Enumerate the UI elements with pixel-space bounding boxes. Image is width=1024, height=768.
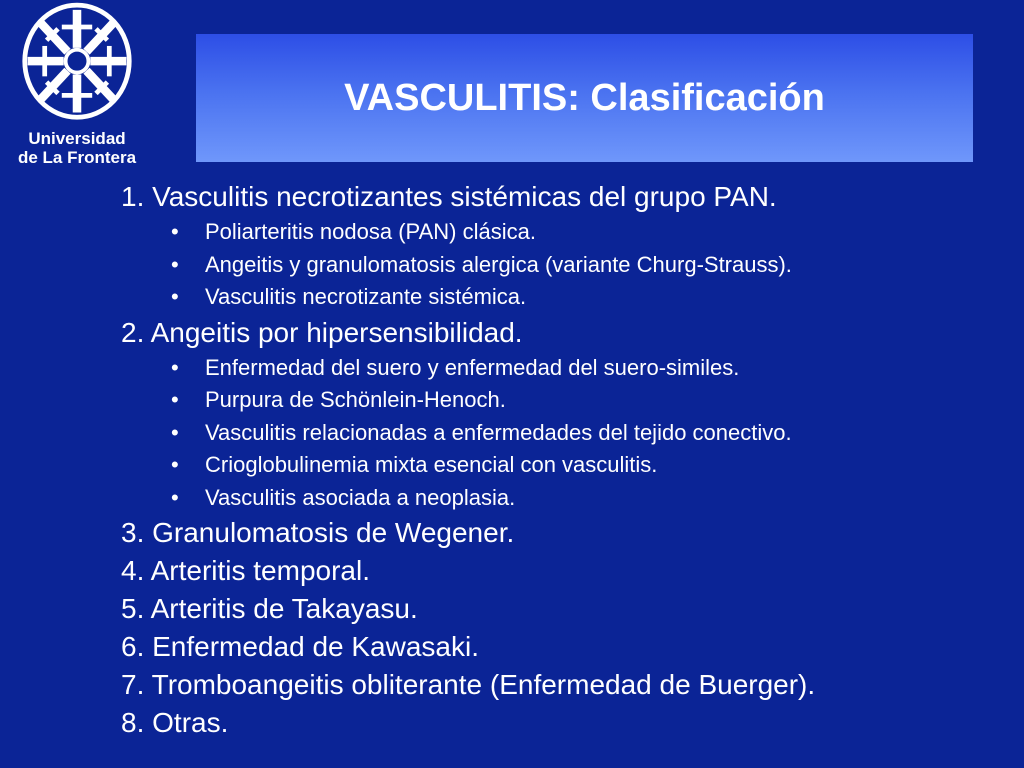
sub-item: [121, 417, 1001, 450]
sub-item-text: Vasculitis relacionadas a enfermedades del tejido conectivo.: [205, 419, 792, 445]
bullet-icon: •: [171, 251, 179, 277]
logo-text-line2: de La Frontera: [17, 148, 137, 167]
classification-list: [121, 178, 1001, 742]
sub-item-text: Purpura de Schönlein-Henoch.: [205, 387, 506, 412]
sub-item-text: Poliarteritis nodosa (PAN) clásica.: [205, 219, 536, 244]
classification-item: 6. Enfermedad de Kawasaki.: [121, 631, 479, 662]
sub-item-text: Enfermedad del suero y enfermedad del suero-similes.: [205, 354, 740, 380]
slide-title: VASCULITIS: Clasificación: [344, 76, 825, 119]
sub-item: [121, 384, 1001, 417]
bullet-icon: •: [171, 284, 179, 309]
classification-item: 3. Granulomatosis de Wegener.: [121, 517, 515, 548]
sub-item: [121, 482, 1001, 515]
sub-item: [121, 449, 1001, 482]
sub-item: [121, 281, 1001, 314]
sub-item: [121, 216, 1001, 249]
bullet-icon: •: [171, 419, 179, 445]
university-logo: [6, 2, 148, 168]
university-emblem-icon: [20, 2, 134, 126]
title-banner: [196, 34, 973, 162]
bullet-icon: •: [171, 354, 179, 380]
classification-item: 7. Tromboangeitis obliterante (Enfermedad de Buerger).: [121, 669, 816, 700]
sub-item-text: Vasculitis asociada a neoplasia.: [205, 484, 516, 510]
sub-item-text: Angeitis y granulomatosis alergica (variante Churg-Strauss).: [205, 251, 792, 277]
sub-item: [121, 352, 1001, 385]
classification-item: 4. Arteritis temporal.: [121, 555, 370, 586]
sub-item: [121, 249, 1001, 282]
classification-item: 5. Arteritis de Takayasu.: [121, 593, 418, 624]
bullet-icon: •: [171, 219, 179, 244]
bullet-icon: •: [171, 387, 179, 412]
bullet-icon: •: [171, 452, 179, 477]
classification-item: 2. Angeitis por hipersensibilidad.: [121, 316, 523, 348]
classification-item: 8. Otras.: [121, 707, 229, 738]
sub-item-text: Vasculitis necrotizante sistémica.: [205, 284, 527, 309]
classification-item: 1. Vasculitis necrotizantes sistémicas del grupo PAN.: [121, 181, 777, 212]
logo-text-line1: Universidad: [28, 129, 126, 148]
sub-item-text: Crioglobulinemia mixta esencial con vasculitis.: [205, 452, 658, 477]
bullet-icon: •: [171, 484, 179, 510]
